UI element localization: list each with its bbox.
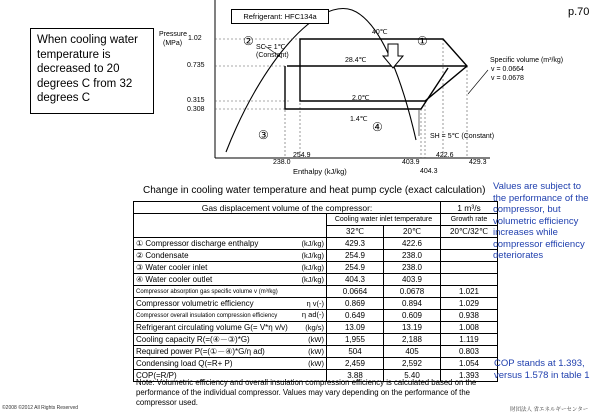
row-growth: 1.054 [441,358,498,370]
row-value-20c: 2,188 [384,334,441,346]
row-growth: 1.021 [441,286,498,298]
specific-volume-1: v = 0.0664 [491,66,524,73]
row-label-text: Condensing load Q(=R+ P) [136,358,233,368]
row-value-20c: 238.0 [384,250,441,262]
row-label-text: Cooling capacity R(=(④－③)*G) [136,334,250,344]
cycle-32c [300,39,467,101]
sc-constant: (Constant) [256,52,289,59]
down-arrow-icon [383,44,403,68]
copyright: ©2008 ©2012 All Rights Reserved [2,405,79,411]
row-label [134,274,327,286]
row-value-20c: 5.40 [384,370,441,382]
row-unit: (kg/s) [305,322,324,332]
row-value-20c: 238.0 [384,262,441,274]
row-label-text: ① Compressor discharge enthalpy [136,238,259,248]
point-2-marker: ② [243,34,254,48]
row-label-text: COP(=R/P) [136,370,177,380]
header-32c: 32℃ [327,226,384,238]
temp-1-4: 1.4℃ [350,116,368,123]
sc-label: SC = 1℃ [256,44,286,51]
row-value-20c: 403.9 [384,274,441,286]
tick-p-0-308: 0.308 [187,106,205,113]
row-growth: 1.119 [441,334,498,346]
row-growth: 1.029 [441,298,498,310]
reference-lines [215,39,467,158]
row-growth: 0.938 [441,310,498,322]
table-row [134,334,498,346]
page-number: p.70 [568,6,590,18]
header-20c: 20℃ [384,226,441,238]
enthalpy-axis-label: Enthalpy (kJ/kg) [293,167,347,176]
row-value-32c: 254.9 [327,250,384,262]
table-row [134,310,498,322]
table-row [134,286,498,298]
row-label-text: Compressor volumetric efficiency [136,298,254,308]
point-3-marker: ③ [258,128,269,142]
row-label [134,262,327,274]
row-growth [441,238,498,250]
refrigerant-label: Refrigerant: HFC134a [231,9,329,24]
table-row [134,250,498,262]
tick-h-404: 404.3 [420,168,438,175]
sv-leader [468,70,488,94]
row-growth: 1.393 [441,370,498,382]
row-label-text: Compressor absorption gas specific volume v (m³/kg) [136,289,278,295]
row-unit: η ad(-) [301,310,324,319]
row-label-text: Refrigerant circulating volume G(= V*η v/v) [136,322,288,332]
table-title: Change in cooling water temperature and heat pump cycle (exact calculation) [143,185,486,196]
table-row [134,346,498,358]
row-value-32c: 0.0664 [327,286,384,298]
row-value-32c: 0.869 [327,298,384,310]
row-label-text: ④ Water cooler outlet [136,274,213,284]
row-value-32c: 2,459 [327,358,384,370]
row-value-32c: 13.09 [327,322,384,334]
row-label [134,238,327,250]
pressure-axis-label: Pressure [159,31,188,38]
row-value-20c: 0.609 [384,310,441,322]
header-ratio: 20℃/32℃ [441,226,498,238]
header-growth-rate: Growth rate [441,214,498,226]
tick-h-429: 429.3 [469,159,487,166]
row-growth [441,250,498,262]
tick-p-1-02: 1.02 [188,35,202,42]
temp-28-4: 28.4℃ [345,57,367,64]
row-value-20c: 2,592 [384,358,441,370]
row-growth [441,274,498,286]
row-value-20c: 422.6 [384,238,441,250]
temp-40: 40℃ [372,29,388,36]
tick-p-0-315: 0.315 [187,97,205,104]
temp-2: 2.0℃ [352,95,370,102]
point-1-marker: ① [417,34,428,48]
row-value-20c: 405 [384,346,441,358]
callout-box: When cooling water temperature is decreased to 20 degrees C from 32 degrees C [30,28,154,114]
gas-displacement-value: 1 m³/s [441,202,498,214]
note-values: Values are subject to the performance of the compressor, but volumetric efficiency increases while compressor efficiency deteriorates [493,181,589,261]
row-unit: (kJ/kg) [301,238,324,248]
row-unit: (kW) [308,334,324,344]
tick-h-238: 238.0 [273,159,291,166]
specific-volume-2: v = 0.0678 [491,75,524,82]
row-unit: (kW) [308,346,324,356]
row-unit: (kJ/kg) [301,250,324,260]
row-value-32c: 254.9 [327,262,384,274]
row-value-32c: 504 [327,346,384,358]
row-unit: η v(-) [306,298,324,308]
row-value-20c: 0.894 [384,298,441,310]
row-value-32c: 429.3 [327,238,384,250]
point-4-marker: ④ [372,120,383,134]
footnote: Note: Volumetric efficiency and overall insulation compression efficiency is calculated based on the performance of the individual compressor. Values may vary depending on the performance of the compressor used. [136,378,477,407]
row-label-text: Required power P(=(①－④)*G/η ad) [136,346,265,356]
row-value-20c: 13.19 [384,322,441,334]
table-row [134,322,498,334]
row-growth [441,262,498,274]
row-unit: (kJ/kg) [301,274,324,284]
row-label [134,334,327,346]
row-growth: 0.803 [441,346,498,358]
row-label-text: Compressor overall insulation compression efficiency [136,313,278,319]
table-row [134,238,498,250]
table-row [134,262,498,274]
sh-label: SH = 5℃ (Constant) [430,133,495,140]
row-label [134,286,327,298]
row-value-32c: 3.88 [327,370,384,382]
row-growth: 1.008 [441,322,498,334]
row-unit: (kW) [308,358,324,368]
tick-h-254: 254.9 [293,152,311,159]
row-label [134,250,327,262]
tick-p-0-735: 0.735 [187,62,205,69]
row-label [134,346,327,358]
tick-h-422: 422.6 [436,152,454,159]
row-value-32c: 404.3 [327,274,384,286]
cycle-table [133,201,498,382]
table-row [134,298,498,310]
note-cop: COP stands at 1.393, versus 1.578 in table 1 [494,358,590,381]
specific-volume-title: Specific volume (m³/kg) [490,57,564,64]
row-label [134,358,327,370]
row-label [134,310,327,322]
row-value-32c: 1,955 [327,334,384,346]
row-label [134,298,327,310]
gas-displacement-label: Gas displacement volume of the compressor: [134,202,441,214]
row-value-32c: 0.649 [327,310,384,322]
cycle-20c [285,66,467,109]
row-label-text: ③ Water cooler inlet [136,262,208,272]
tick-h-403: 403.9 [402,159,420,166]
pressure-axis-unit: (MPa) [163,40,183,47]
header-blank [134,214,327,238]
table-row [134,274,498,286]
row-value-20c: 0.0678 [384,286,441,298]
row-unit: (kJ/kg) [301,262,324,272]
row-label [134,322,327,334]
table-row [134,358,498,370]
organization-name: 財団法人 省エネルギーセンター [510,407,589,413]
header-inlet-temp: Cooling water inlet temperature [327,214,441,226]
row-label-text: ② Condensate [136,250,189,260]
